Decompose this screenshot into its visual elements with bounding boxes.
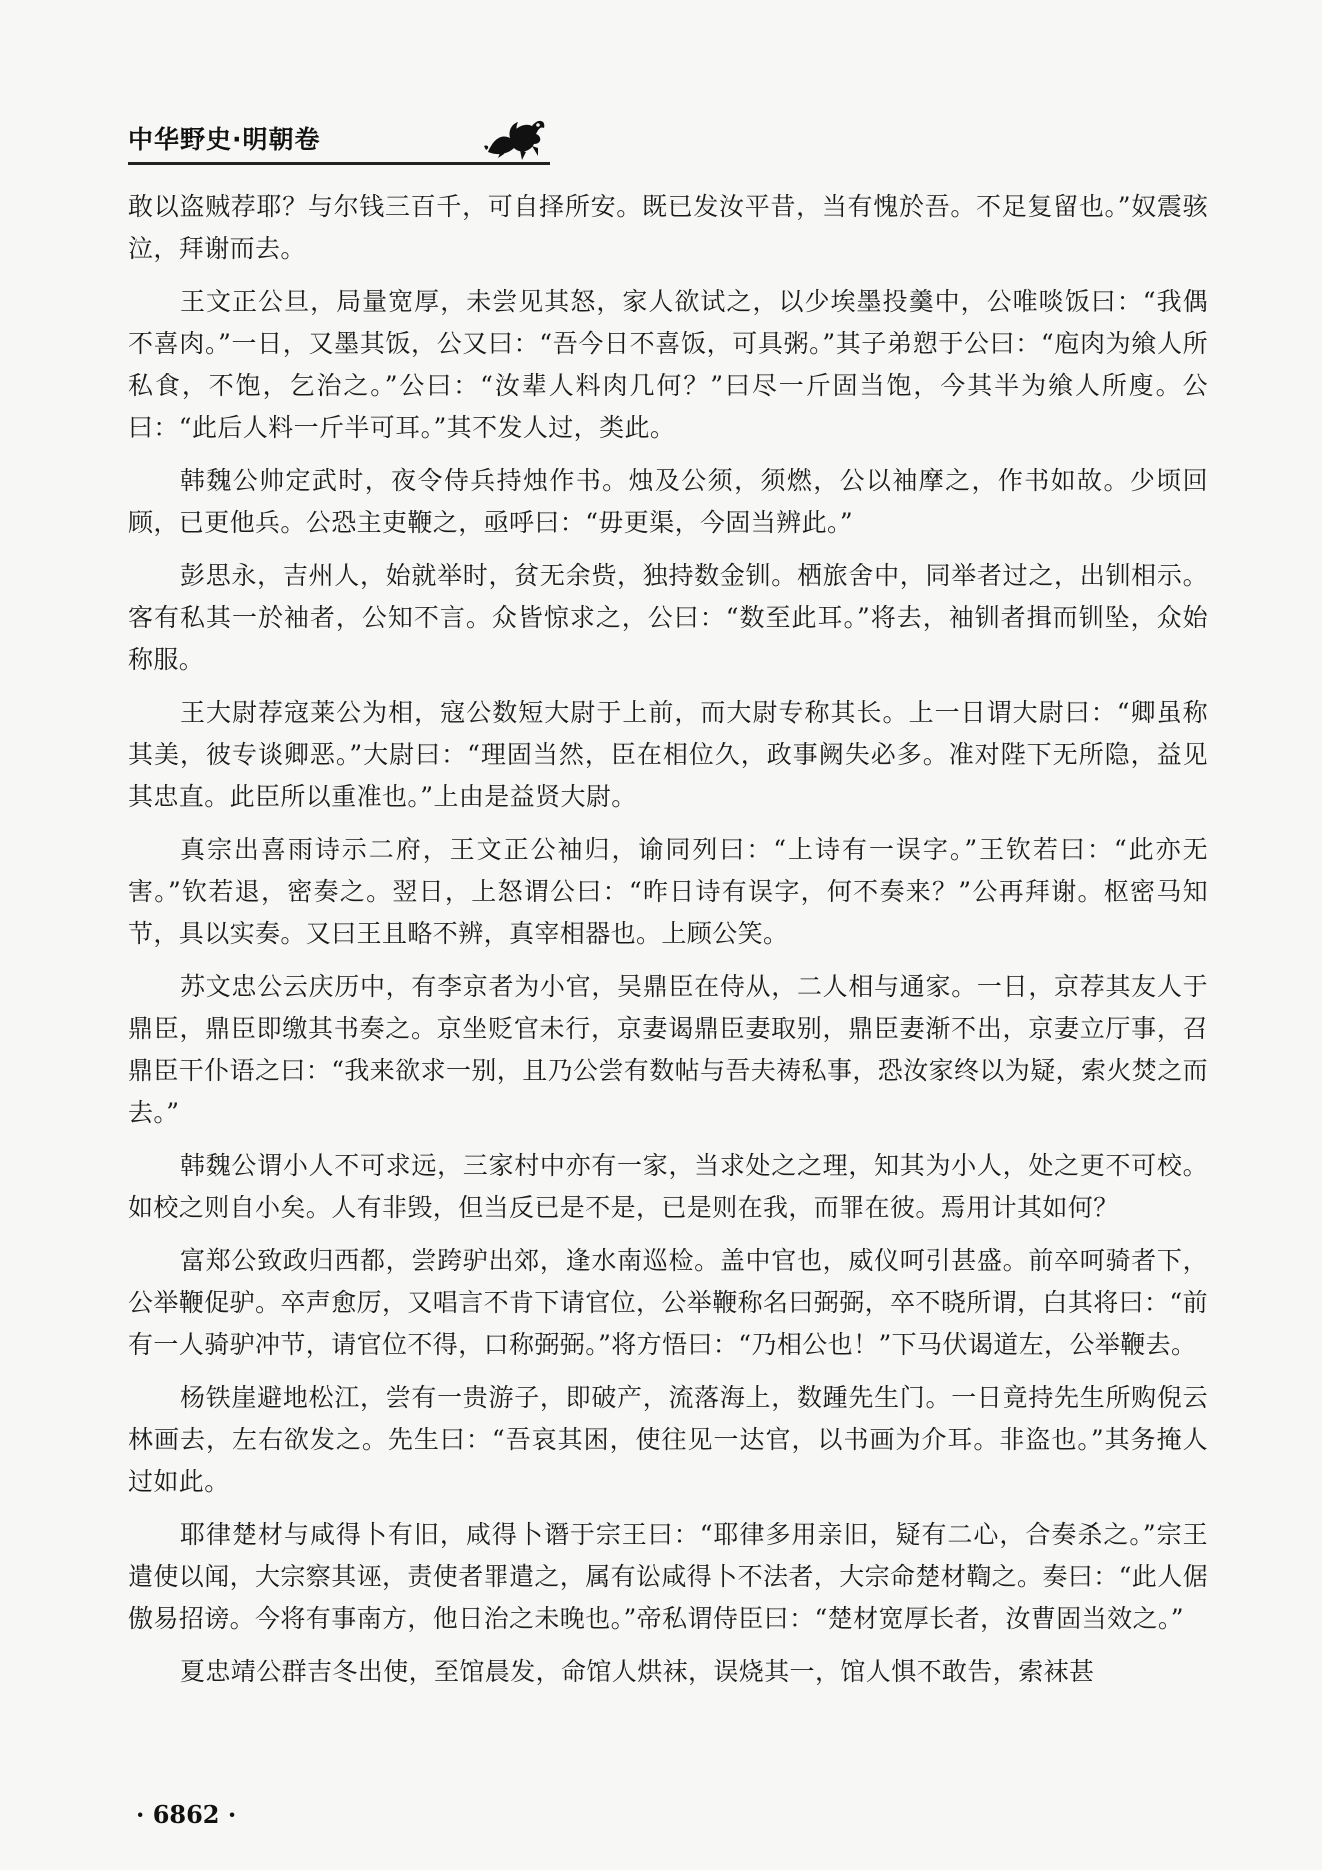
paragraph: 富郑公致政归西都，尝跨驴出郊，逢水南巡检。盖中官也，威仪呵引甚盛。前卒呵骑者下，公举鞭促驴。卒声愈厉，又唱言不肯下请官位，公举鞭称名曰弼弼，卒不晓所谓，白其将曰：“前有一人骑驴冲节，请官位不得，口称弼弼。”将方悟曰：“乃相公也！”下马伏谒道左，公举鞭去。 xyxy=(128,1246,1208,1359)
dragon-emblem-icon xyxy=(480,108,550,162)
running-header xyxy=(128,108,548,164)
paragraph: 耶律楚材与咸得卜有旧，咸得卜谮于宗王曰：“耶律多用亲旧，疑有二心，合奏杀之。”宗王遣使以闻，大宗察其诬，责使者罪遣之，属有讼咸得卜不法者，大宗命楚材鞫之。奏曰：“此人倨傲易招谤。今将有事南方，他日治之未晚也。”帝私谓侍臣曰：“楚材宽厚长者，汝曹固当效之。” xyxy=(128,1520,1208,1633)
text-body xyxy=(128,186,1208,1704)
paragraph: 敢以盗贼荐耶？与尔钱三百千，可自择所安。既已发汝平昔，当有愧於吾。不足复留也。”奴震骇泣，拜谢而去。 xyxy=(128,192,1208,263)
paragraph: 苏文忠公云庆历中，有李京者为小官，吴鼎臣在侍从，二人相与通家。一日，京荐其友人于鼎臣，鼎臣即缴其书奏之。京坐贬官未行，京妻谒鼎臣妻取别，鼎臣妻渐不出，京妻立厅事，召鼎臣干仆语之曰：“我来欲求一别，且乃公尝有数帖与吾夫祷私事，恐汝家终以为疑，索火焚之而去。” xyxy=(128,972,1208,1127)
header-rule xyxy=(128,162,550,165)
paragraph: 韩魏公帅定武时，夜令侍兵持烛作书。烛及公须，须燃，公以袖摩之，作书如故。少顷回顾，已更他兵。公恐主吏鞭之，亟呼曰：“毋更渠，今固当辨此。” xyxy=(128,466,1208,537)
paragraph: 夏忠靖公群吉冬出使，至馆晨发，命馆人烘袜，误烧其一，馆人惧不敢告，索袜甚 xyxy=(180,1657,1095,1686)
paragraph: 杨铁崖避地松江，尝有一贵游子，即破产，流落海上，数踵先生门。一日竟持先生所购倪云林画去，左右欲发之。先生曰：“吾哀其困，使往见一达官，以书画为介耳。非盗也。”其务掩人过如此。 xyxy=(128,1383,1208,1496)
paragraph: 彭思永，吉州人，始就举时，贫无余赀，独持数金钏。栖旅舍中，同举者过之，出钏相示。客有私其一於袖者，公知不言。众皆惊求之，公曰：“数至此耳。”将去，袖钏者揖而钏坠，众始称服。 xyxy=(128,561,1208,674)
paragraph: 韩魏公谓小人不可求远，三家村中亦有一家，当求处之之理，知其为小人，处之更不可校。如校之则自小矣。人有非毁，但当反已是不是，已是则在我，而罪在彼。焉用计其如何？ xyxy=(128,1151,1208,1222)
paragraph: 王文正公旦，局量宽厚，未尝见其怒，家人欲试之，以少埃墨投羹中，公唯啖饭曰：“我偶不喜肉。”一日，又墨其饭，公又曰：“吾今日不喜饭，可具粥。”其子弟愬于公曰：“庖肉为飨人所私食，不饱，乞治之。”公曰：“汝辈人料肉几何？”曰尽一斤固当饱，今其半为飨人所廋。公曰：“此后人料一斤半可耳。”其不发人过，类此。 xyxy=(128,287,1208,442)
paragraph: 真宗出喜雨诗示二府，王文正公袖归，谕同列曰：“上诗有一误字。”王钦若曰：“此亦无害。”钦若退，密奏之。翌日，上怒谓公曰：“昨日诗有误字，何不奏来？”公再拜谢。枢密马知节，具以实奏。又曰王且略不辨，真宰相器也。上顾公笑。 xyxy=(128,835,1208,948)
page-number: · 6862 · xyxy=(136,1800,237,1829)
paragraph: 王大尉荐寇莱公为相，寇公数短大尉于上前，而大尉专称其长。上一日谓大尉曰：“卿虽称其美，彼专谈卿恶。”大尉曰：“理固当然，臣在相位久，政事阙失必多。准对陛下无所隐，益见其忠直。此臣所以重准也。”上由是益贤大尉。 xyxy=(128,698,1208,811)
book-title: 中华野史·明朝卷 xyxy=(128,125,321,154)
